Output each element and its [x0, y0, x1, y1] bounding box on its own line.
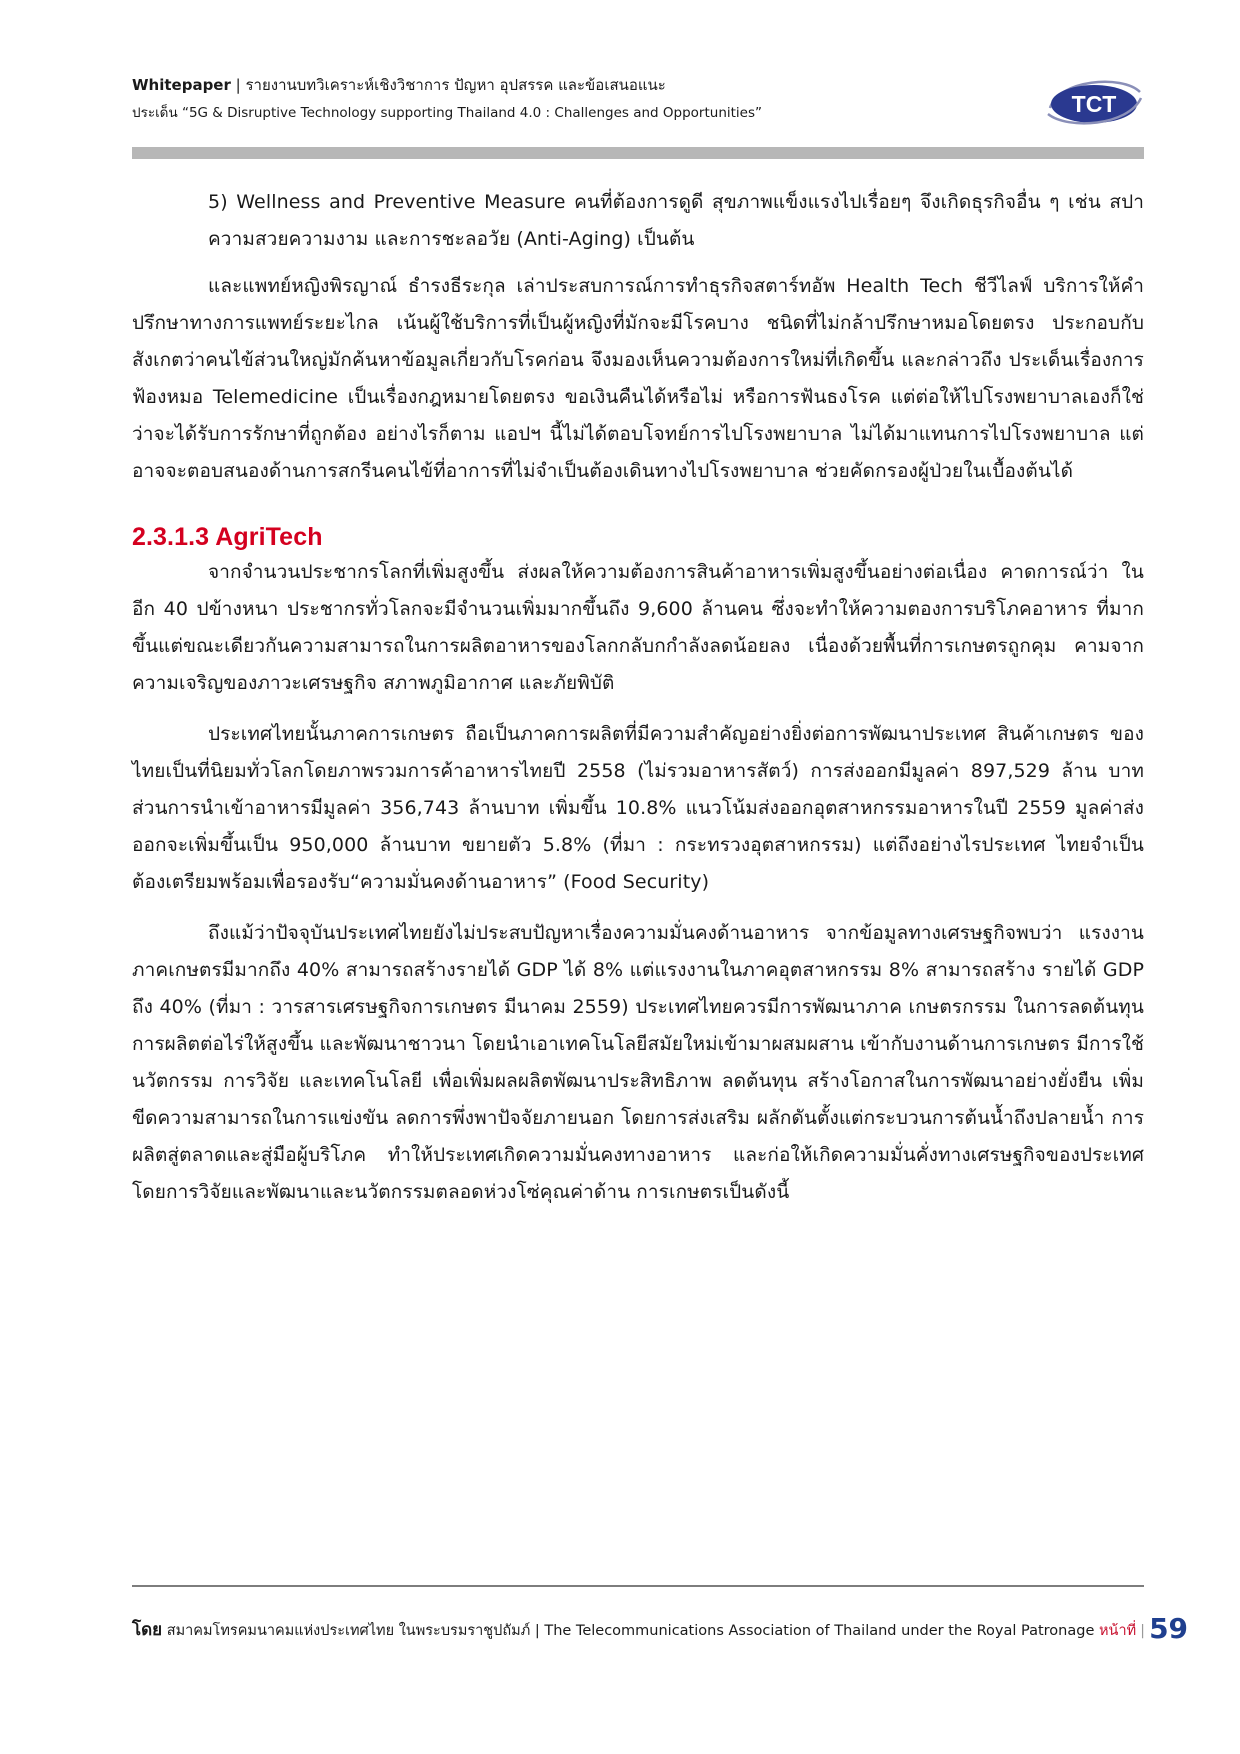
tct-logo-icon [1044, 74, 1144, 128]
agritech-paragraph-1: จากจำนวนประชากรโลกที่เพิ่มสูงขึ้น ส่งผลให้ความต้องการสินค้าอาหารเพิ่มสูงขึ้นอย่างต่อเนื่อง คาดการณ์ว่า ในอีก 40 ปข้างหนา ประชากรทั่วโลกจะมีจำนวนเพิ่มมากขึ้นถึง 9,600 ล้านคน ซึ่งจะทำให้ความตองการบริโภคอาหาร ที่มากขึ้นแต่ขณะเดียวกันความสามารถในการผลิตอาหารของโลกกลับกกำลังลดน้อยลง เนื่องด้วยพื้นที่การเกษตรถูกคุม คามจากความเจริญของภาวะเศรษฐกิจ สภาพภูมิอากาศ และภัยพิบัติ [132, 561, 1144, 694]
page-footer [132, 1612, 1189, 1652]
section-heading-agritech: 2.3.1.3 AgriTech [132, 523, 323, 551]
agritech-paragraph-3: ถึงแม้ว่าปัจจุบันประเทศไทยยังไม่ประสบปัญหาเรื่องความมั่นคงด้านอาหาร จากข้อมูลทางเศรษฐกิจพบว่า แรงงานภาคเกษตรมีมากถึง 40% สามารถสร้างรายได้ GDP ได้ 8% แต่แรงงานในภาคอุตสาหกรรม 8% สามารถสร้าง รายได้ GDP ถึง 40% (ที่มา : วารสารเศรษฐกิจการเกษตร มีนาคม 2559) ประเทศไทยควรมีการพัฒนาภาค เกษตรกรรม ในการลดต้นทุนการผลิตต่อไร่ให้สูงขึ้น และพัฒนาชาวนา โดยนำเอาเทคโนโลยีสมัยใหม่เข้ามาผสมผสาน เข้ากับงานด้านการเกษตร มีการใช้นวัตกรรม การวิจัย และเทคโนโลยี เพื่อเพิ่มผลผลิตพัฒนาประสิทธิภาพ ลดต้นทุน สร้างโอกาสในการพัฒนาอย่างยั่งยืน เพิ่มขีดความสามารถในการแข่งขัน ลดการพึ่งพาปัจจัยภายนอก โดยการส่งเสริม ผลักดันตั้งแต่กระบวนการต้นน้ำถึงปลายน้ำ การผลิตสู่ตลาดและสู่มือผู้บริโภค ทำให้ประเทศเกิดความมั่นคงทางอาหาร และก่อให้เกิดความมั่นคั่งทางเศรษฐกิจของประเทศ โดยการวิจัยและพัฒนาและนวัตกรรมตลอดห่วงโซ่คุณค่าด้าน การเกษตรเป็นดังนี้ [132, 922, 1144, 1203]
header-divider [132, 147, 1144, 159]
footer-page-label: หน้าที่ [1099, 1623, 1137, 1639]
header-brand: Whitepaper [132, 76, 231, 94]
footer-divider [132, 1585, 1144, 1587]
header-subtitle: ประเด็น “5G & Disruptive Technology supporting Thailand 4.0 : Challenges and Opportunities” [132, 105, 763, 121]
footer-separator: | [1140, 1623, 1146, 1639]
page-number: 59 [1149, 1612, 1189, 1645]
main-content [132, 184, 1144, 1211]
logo-text: TCT [1071, 91, 1117, 117]
health-tech-paragraph: และแพทย์หญิงพิรญาณ์ ธำรงธีระกุล เล่าประสบการณ์การทำธุรกิจสตาร์ทอัพ Health Tech ชีวีไลฟ์ บริการให้คำปรึกษาทางการแพทย์ระยะไกล เน้นผู้ใช้บริการที่เป็นผู้หญิงที่มักจะมีโรคบาง ชนิดที่ไม่กล้าปรึกษาหมอโดยตรง ประกอบกับสังเกตว่าคนไข้ส่วนใหญ่มักค้นหาข้อมูลเกี่ยวกับโรคก่อน จึงมองเห็นความต้องการใหม่ที่เกิดขึ้น และกล่าวถึง ประเด็นเรื่องการฟ้องหมอ Telemedicine เป็นเรื่องกฎหมายโดยตรง ขอเงินคืนได้หรือไม่ หรือการฟันธงโรค แต่ต่อให้ไปโรงพยาบาลเองก็ใช่ว่าจะได้รับการรักษาที่ถูกต้อง อย่างไรก็ตาม แอปฯ นี้ไม่ได้ตอบโจทย์การไปโรงพยาบาล ไม่ได้มาแทนการไปโรงพยาบาล แต่อาจจะตอบสนองด้านการสกรีนคนไข้ที่อาการที่ไม่จำเป็นต้องเดินทางไปโรงพยาบาล ช่วยคัดกรองผู้ป่วยในเบื้องต้นได้ [132, 275, 1144, 482]
footer-by-label: โดย [132, 1620, 163, 1640]
header-title-text: | รายงานบทวิเคราะห์เชิงวิชาการ ปัญหา อุปสรรค และข้อเสนอแนะ [230, 76, 666, 94]
header-title [132, 74, 1112, 96]
agritech-paragraph-2: ประเทศไทยนั้นภาคการเกษตร ถือเป็นภาคการผลิตที่มีความสำคัญอย่างยิ่งต่อการพัฒนาประเทศ สินค้าเกษตร ของไทยเป็นที่นิยมทั่วโลกโดยภาพรวมการค้าอาหารไทยปี 2558 (ไม่รวมอาหารสัตว์) การส่งออกมีมูลค่า 897,529 ล้าน บาท ส่วนการนำเข้าอาหารมีมูลค่า 356,743 ล้านบาท เพิ่มขึ้น 10.8% แนวโน้มส่งออกอุตสาหกรรมอาหารในปี 2559 มูลค่าส่งออกจะเพิ่มขึ้นเป็น 950,000 ล้านบาท ขยายตัว 5.8% (ที่มา : กระทรวงอุตสาหกรรม) แต่ถึงอย่างไรประเทศ ไทยจำเป็นต้องเตรียมพร้อมเพื่อรองรับ“ความมั่นคงด้านอาหาร” (Food Security) [132, 723, 1144, 893]
page-header [132, 74, 1112, 124]
footer-org: สมาคมโทรคมนาคมแห่งประเทศไทย ในพระบรมราชูปถัมภ์ | The Telecommunications Association of Thailand under the Royal Patronage [162, 1623, 1099, 1639]
wellness-item: 5) Wellness and Preventive Measure คนที่ต้องการดูดี สุขภาพแข็งแรงไปเรื่อยๆ จึงเกิดธุรกิจอื่น ๆ เช่น สปา ความสวยความงาม และการชะลอวัย (Anti-Aging) เป็นต้น [208, 191, 1144, 250]
